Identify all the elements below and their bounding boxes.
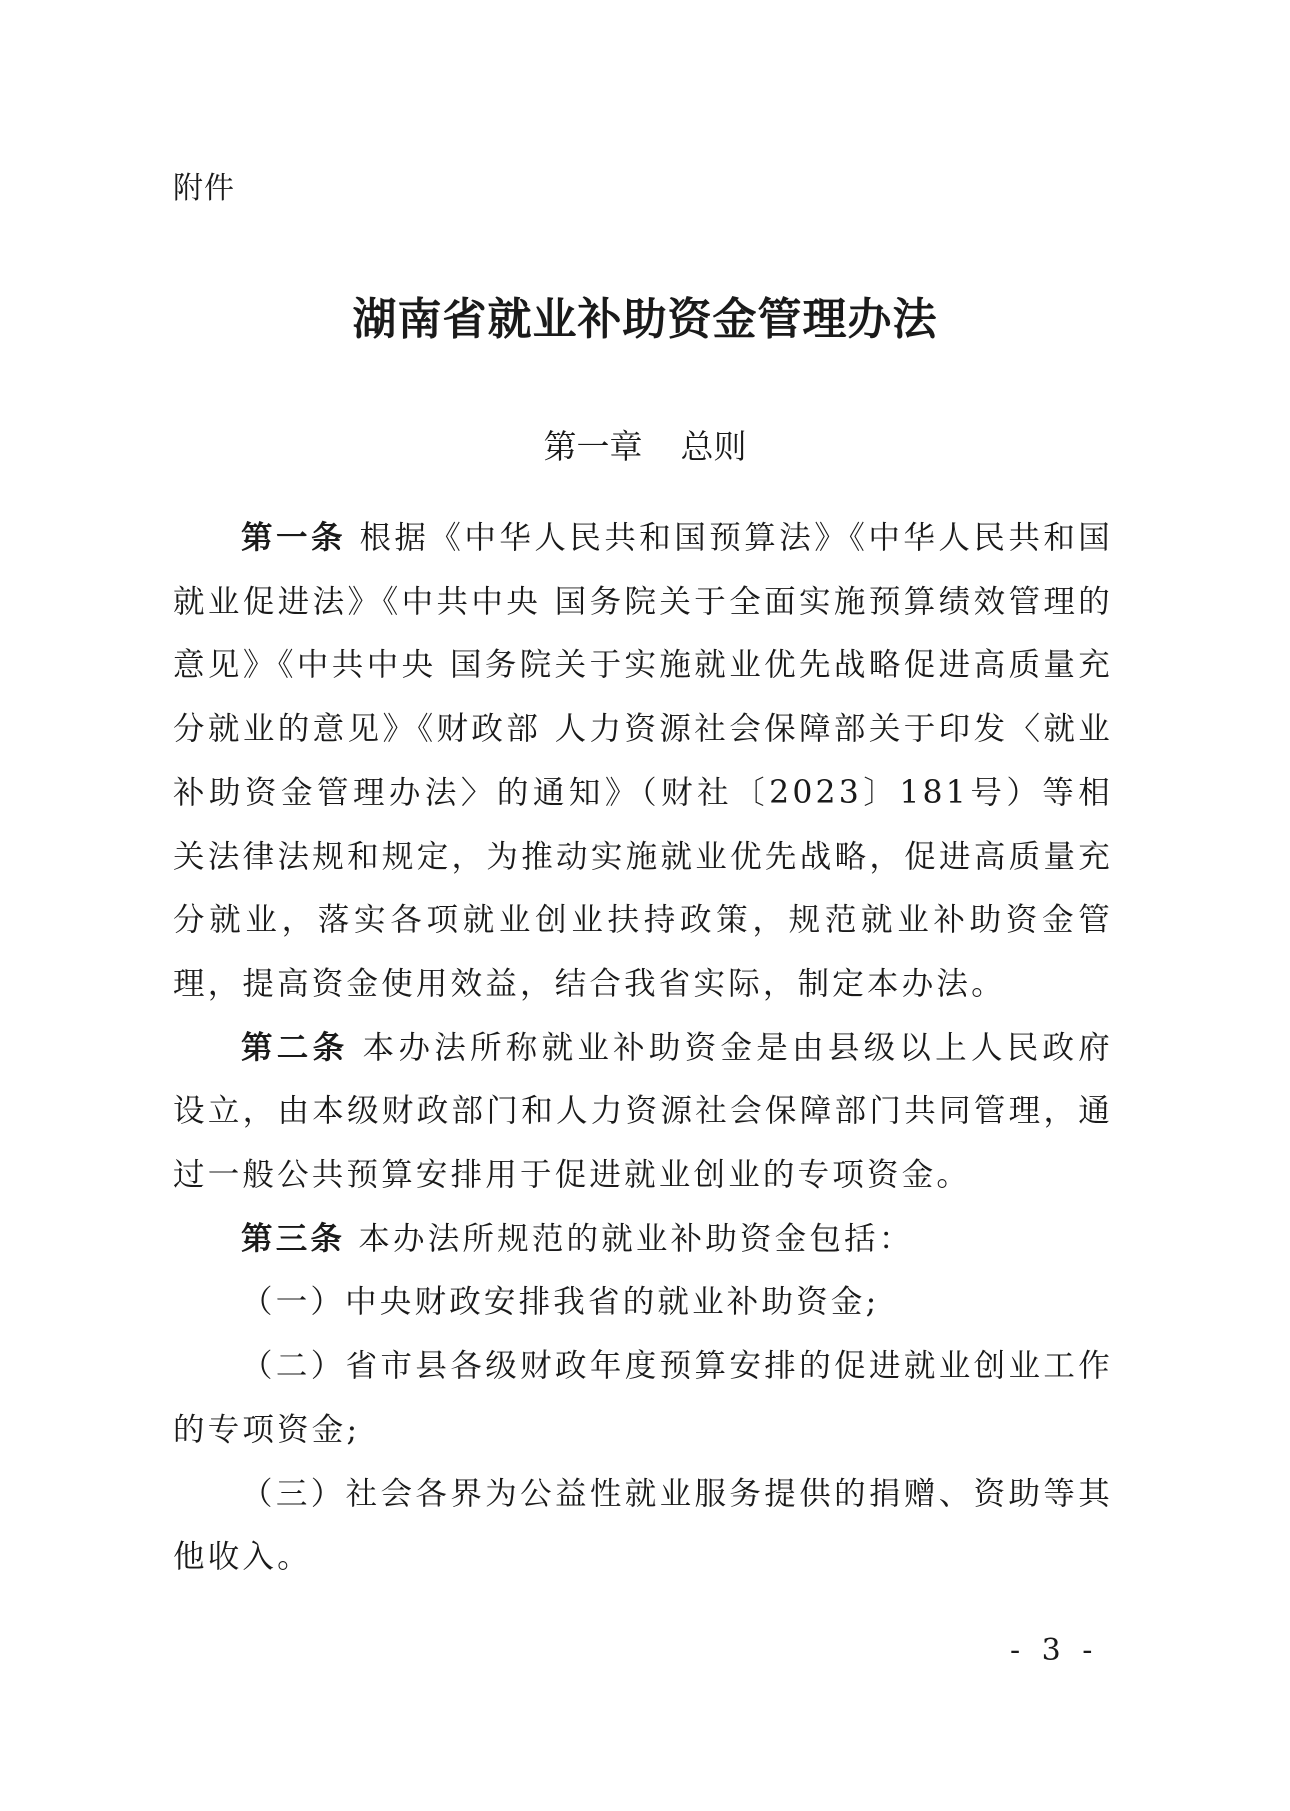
list-item-1: （一）中央财政安排我省的就业补助资金;	[241, 1284, 880, 1321]
article-label: 第三条	[241, 1220, 346, 1257]
article-label: 第二条	[241, 1029, 349, 1066]
article-2	[173, 1017, 1113, 1208]
list-item-2: （二）省市县各级财政年度预算安排的促进就业创业工作的专项资金;	[173, 1348, 1113, 1448]
article-text: 根据《中华人民共和国预算法》《中华人民共和国就业促进法》《中共中央 国务院关于全面实施预算绩效管理的意见》《中共中央 国务院关于实施就业优先战略促进高质量充分就业的意见》《财政部 人力资源社会保障部关于印发〈就业补助资金管理办法〉的通知》（财社〔2023〕181号）等相关法律法规和规定，为推动实施就业优先战略，促进高质量充分就业，落实各项就业创业扶持政策，规范就业补助资金管理，提高资金使用效益，结合我省实际，制定本办法。	[173, 520, 1113, 1002]
chapter-number: 第一章	[543, 427, 643, 466]
list-item-3: （三）社会各界为公益性就业服务提供的捐赠、资助等其他收入。	[173, 1475, 1113, 1576]
chapter-heading	[0, 421, 1290, 468]
page-number: - 3 -	[1010, 1633, 1099, 1668]
document-body	[173, 507, 1113, 1590]
chapter-name: 总则	[680, 427, 747, 466]
document-title: 湖南省就业补助资金管理办法	[352, 294, 938, 345]
article-3	[173, 1208, 1113, 1272]
attachment-label: 附件	[173, 171, 235, 206]
article-text: 本办法所称就业补助资金是由县级以上人民政府设立，由本级财政部门和人力资源社会保障部门共同管理，通过一般公共预算安排用于促进就业创业的专项资金。	[173, 1029, 1113, 1194]
article-label: 第一条	[241, 520, 346, 556]
article-1	[173, 507, 1113, 1017]
article-text: 本办法所规范的就业补助资金包括：	[358, 1220, 914, 1257]
